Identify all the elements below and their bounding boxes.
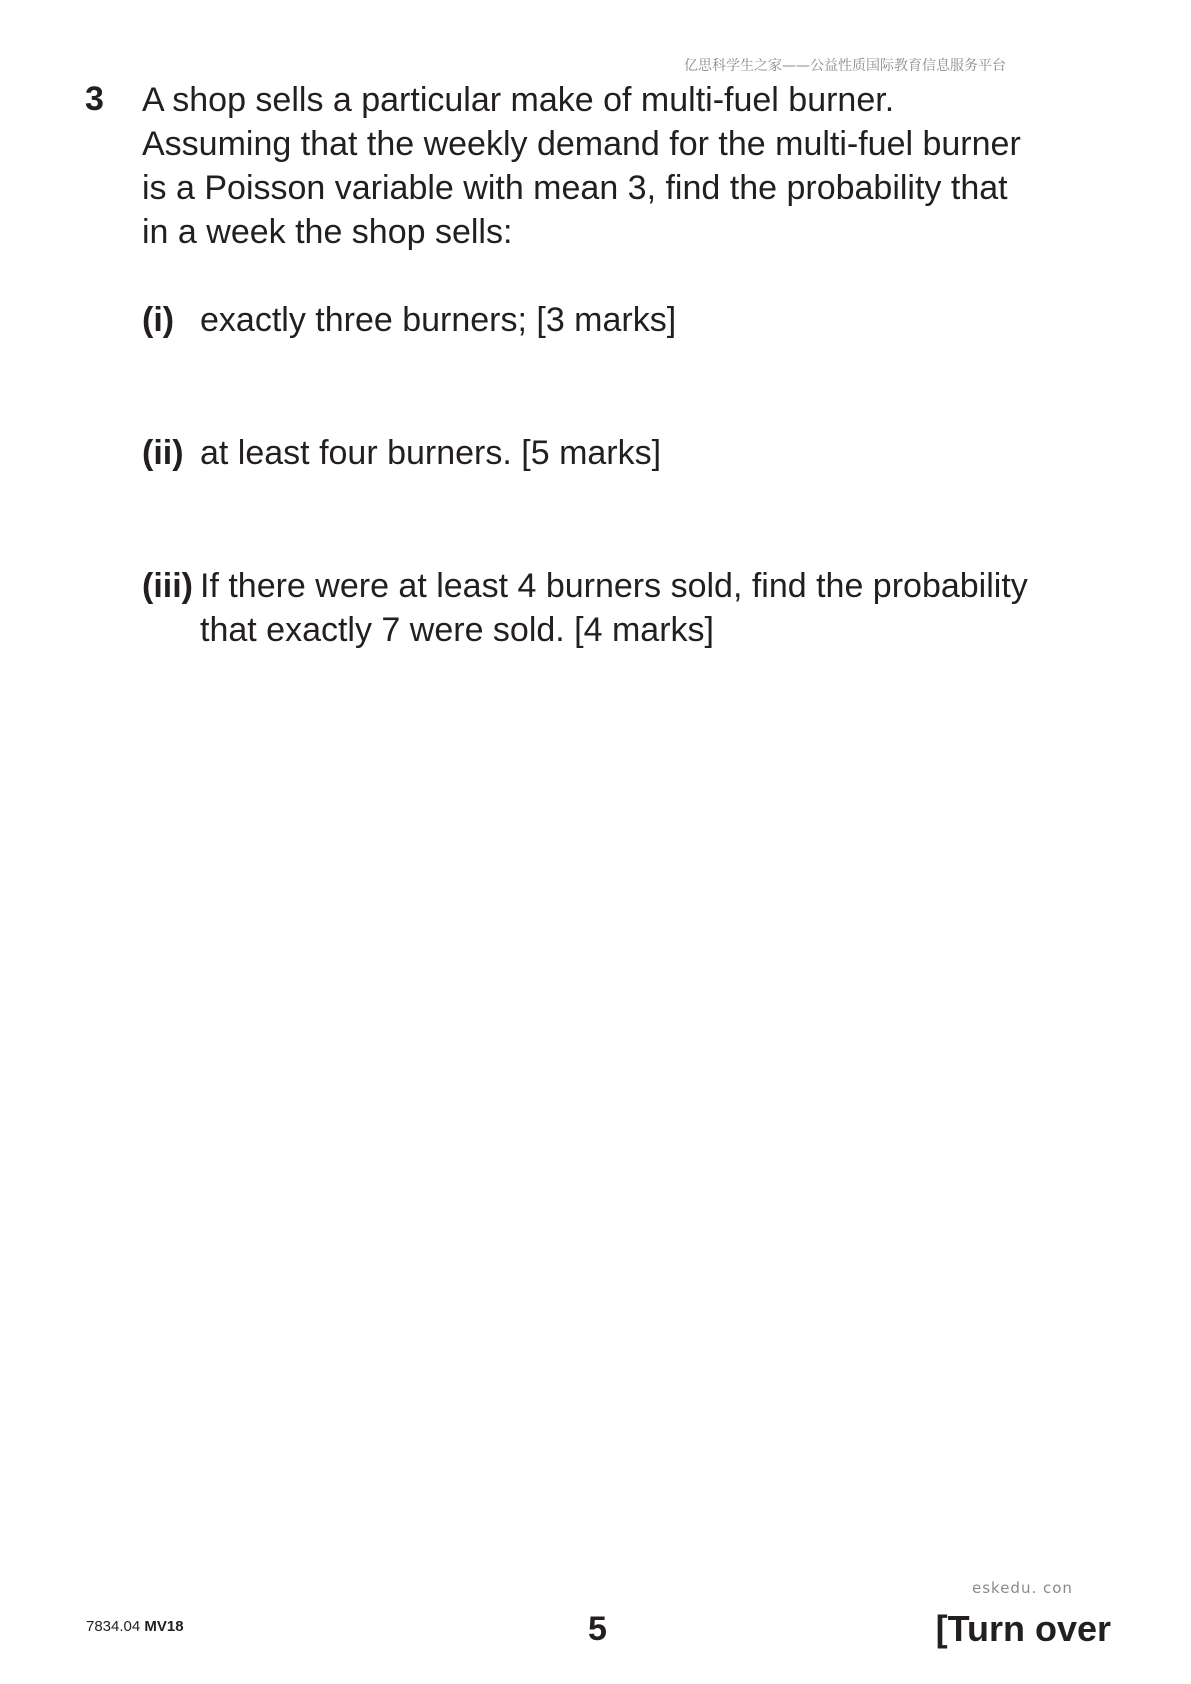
question-number: 3 bbox=[85, 80, 104, 118]
stem-line: is a Poisson variable with mean 3, find the probability that bbox=[142, 169, 1008, 207]
paper-code-series: MV18 bbox=[144, 1618, 184, 1635]
part-line: If there were at least 4 burners sold, find the probability bbox=[200, 567, 1028, 605]
paper-code-number: 7834.04 bbox=[86, 1618, 141, 1635]
footer-watermark: eskedu. con bbox=[972, 1579, 1073, 1597]
stem-line: Assuming that the weekly demand for the multi-fuel burner bbox=[142, 125, 1021, 163]
part-label: (i) bbox=[142, 301, 175, 339]
part-line: at least four burners. [5 marks] bbox=[200, 434, 662, 472]
part-label: (ii) bbox=[142, 434, 184, 472]
turn-over-label: [Turn over bbox=[935, 1608, 1111, 1649]
part-text bbox=[200, 564, 1028, 652]
part-text bbox=[200, 298, 676, 342]
part-text bbox=[200, 431, 661, 475]
header-watermark: 亿思科学生之家——公益性质国际教育信息服务平台 bbox=[684, 58, 1006, 74]
page-number: 5 bbox=[588, 1610, 607, 1648]
stem-line: in a week the shop sells: bbox=[142, 213, 513, 251]
part-label: (iii) bbox=[142, 567, 193, 605]
stem-line: A shop sells a particular make of multi-fuel burner. bbox=[142, 81, 895, 119]
question-stem bbox=[142, 78, 1102, 254]
part-line: that exactly 7 were sold. [4 marks] bbox=[200, 611, 714, 649]
part-line: exactly three burners; [3 marks] bbox=[200, 301, 677, 339]
paper-code bbox=[86, 1618, 184, 1635]
